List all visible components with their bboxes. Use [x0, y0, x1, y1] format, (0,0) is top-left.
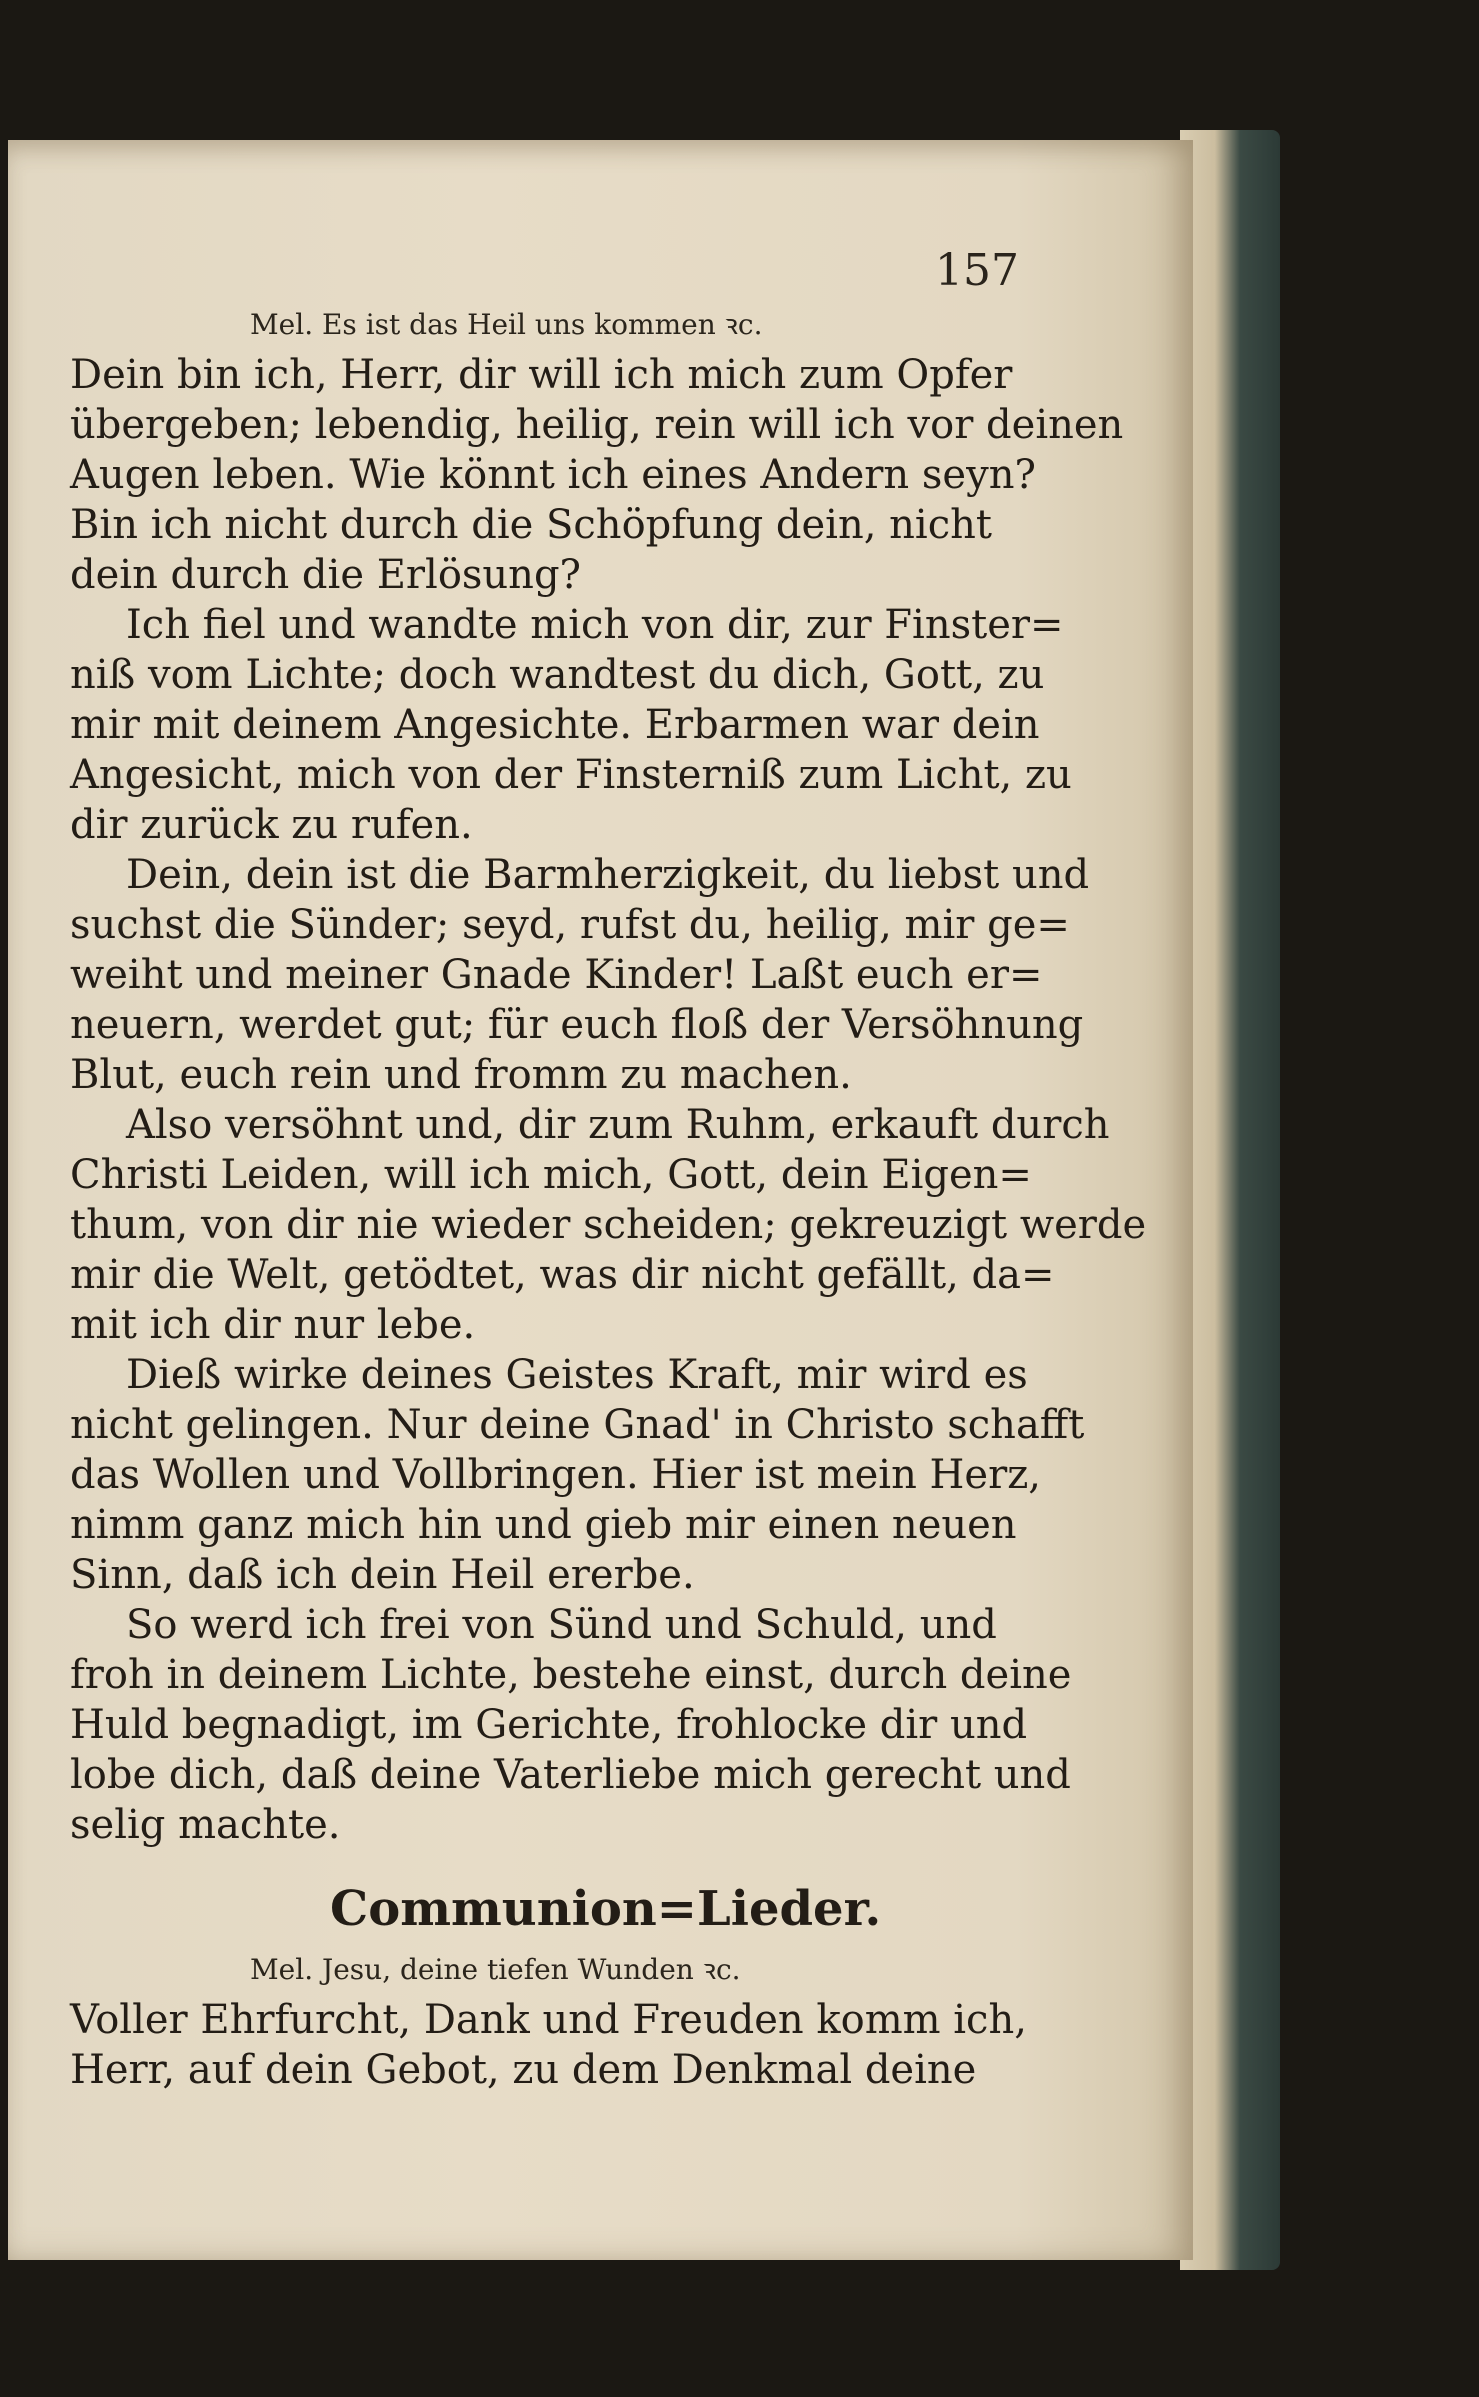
text-line: weiht und meiner Gnade Kinder! Laßt euch er= [70, 952, 1043, 998]
section-heading: Communion=Lieder. [330, 1881, 882, 1937]
page-number: 157 [935, 245, 1019, 296]
text-line: Augen leben. Wie könnt ich eines Andern seyn? [70, 452, 1036, 498]
text-line: froh in deinem Lichte, bestehe einst, durch deine [70, 1652, 1072, 1698]
hymn-text-block-2 [70, 1995, 1027, 2095]
text-line: übergeben; lebendig, heilig, rein will ich vor deinen [70, 402, 1124, 448]
text-line: Dein bin ich, Herr, dir will ich mich zum Opfer [70, 352, 1013, 398]
text-line: Voller Ehrfurcht, Dank und Freuden komm ich, [70, 1997, 1027, 2043]
text-line: neuern, werdet gut; für euch floß der Versöhnung [70, 1002, 1084, 1048]
text-line: dir zurück zu rufen. [70, 802, 473, 848]
melody-note-1: Mel. Es ist das Heil uns kommen ꝛc. [250, 308, 763, 341]
text-line: thum, von dir nie wieder scheiden; gekreuzigt werde [70, 1202, 1147, 1248]
text-line: Also versöhnt und, dir zum Ruhm, erkauft durch [126, 1102, 1110, 1148]
text-line: das Wollen und Vollbringen. Hier ist mein Herz, [70, 1452, 1042, 1498]
text-line: nimm ganz mich hin und gieb mir einen neuen [70, 1502, 1017, 1548]
text-line: selig machte. [70, 1802, 341, 1848]
melody-note-2: Mel. Jesu, deine tiefen Wunden ꝛc. [250, 1953, 741, 1986]
hymn-text-block-1 [70, 350, 1147, 1850]
text-line: Bin ich nicht durch die Schöpfung dein, nicht [70, 502, 992, 548]
text-line: dein durch die Erlösung? [70, 552, 581, 598]
book-spine-edge [1180, 130, 1280, 2270]
text-line: Christi Leiden, will ich mich, Gott, dein Eigen= [70, 1152, 1032, 1198]
text-line: nicht gelingen. Nur deine Gnad' in Christo schafft [70, 1402, 1085, 1448]
text-line: mir mit deinem Angesichte. Erbarmen war dein [70, 702, 1040, 748]
text-line: mit ich dir nur lebe. [70, 1302, 476, 1348]
text-line: Dieß wirke deines Geistes Kraft, mir wird es [126, 1352, 1028, 1398]
text-line: suchst die Sünder; seyd, rufst du, heilig, mir ge= [70, 902, 1070, 948]
text-line: niß vom Lichte; doch wandtest du dich, Gott, zu [70, 652, 1045, 698]
text-line: Herr, auf dein Gebot, zu dem Denkmal deine [70, 2047, 977, 2093]
text-line: lobe dich, daß deine Vaterliebe mich gerecht und [70, 1752, 1071, 1798]
text-line: Huld begnadigt, im Gerichte, frohlocke dir und [70, 1702, 1028, 1748]
text-line: Angesicht, mich von der Finsterniß zum Licht, zu [70, 752, 1072, 798]
text-line: Dein, dein ist die Barmherzigkeit, du liebst und [126, 852, 1090, 898]
text-line: Blut, euch rein und fromm zu machen. [70, 1052, 852, 1098]
text-line: mir die Welt, getödtet, was dir nicht gefällt, da= [70, 1252, 1055, 1298]
text-line: Sinn, daß ich dein Heil ererbe. [70, 1552, 695, 1598]
text-line: So werd ich frei von Sünd und Schuld, und [126, 1602, 997, 1648]
text-line: Ich fiel und wandte mich von dir, zur Finster= [126, 602, 1064, 648]
